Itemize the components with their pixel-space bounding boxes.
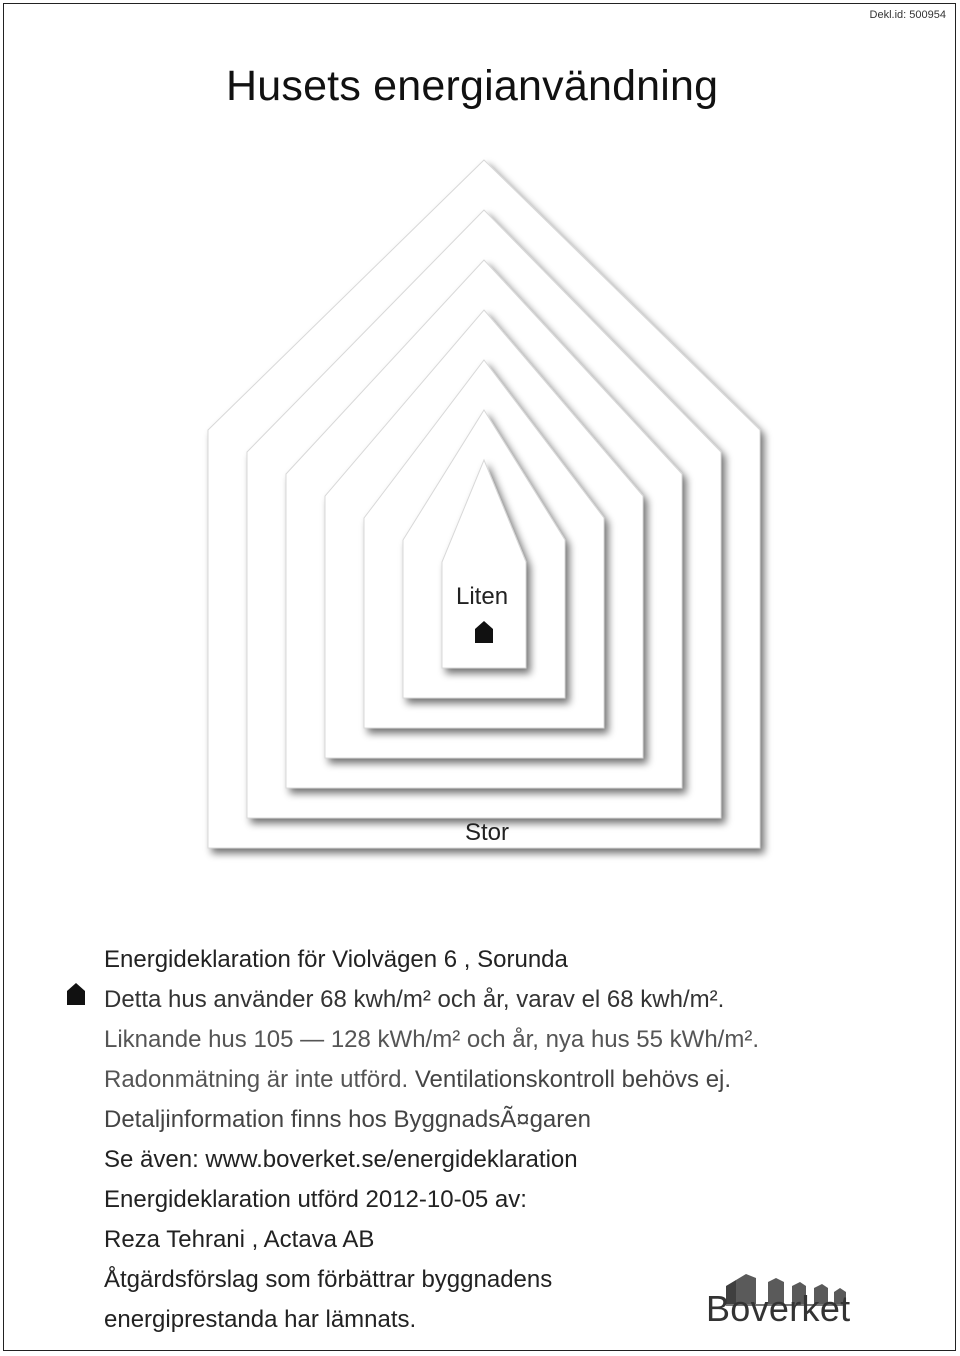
- house-marker-icon: [474, 620, 494, 644]
- scale-label-large: Stor: [465, 819, 510, 846]
- scale-label-small: Liten: [456, 583, 509, 610]
- info-performed: Energideklaration utförd 2012-10-05 av:: [104, 1186, 527, 1213]
- info-similar-houses: Liknande hus 105 — 128 kWh/m² och år, nya hus 55 kWh/m².: [104, 1026, 759, 1053]
- usage-house-icon: [66, 982, 86, 1006]
- info-ventilation: Ventilationskontroll behövs ej.: [414, 1066, 732, 1093]
- info-detail: Detaljinformation finns hos ByggnadsÃ¤garen: [104, 1106, 591, 1133]
- info-radon-vent: [104, 1060, 844, 1100]
- info-heading: Energideklaration för Violvägen 6 , Sorunda: [104, 946, 568, 973]
- declaration-id: Dekl.id: 500954: [869, 9, 946, 21]
- boverket-logo-text: Boverket: [706, 1288, 851, 1329]
- info-measures-2: energiprestanda har lämnats.: [104, 1306, 417, 1333]
- info-usage: Detta hus använder 68 kwh/m² och år, varav el 68 kwh/m².: [104, 986, 725, 1013]
- info-author: Reza Tehrani , Actava AB: [104, 1226, 375, 1253]
- info-radon: Radonmätning är inte utförd.: [104, 1066, 409, 1093]
- info-measures-1: Åtgärdsförslag som förbättrar byggnadens: [104, 1266, 553, 1293]
- info-see-also: Se även: www.boverket.se/energideklaration: [104, 1146, 578, 1173]
- page-title: Husets energianvändning: [226, 62, 719, 110]
